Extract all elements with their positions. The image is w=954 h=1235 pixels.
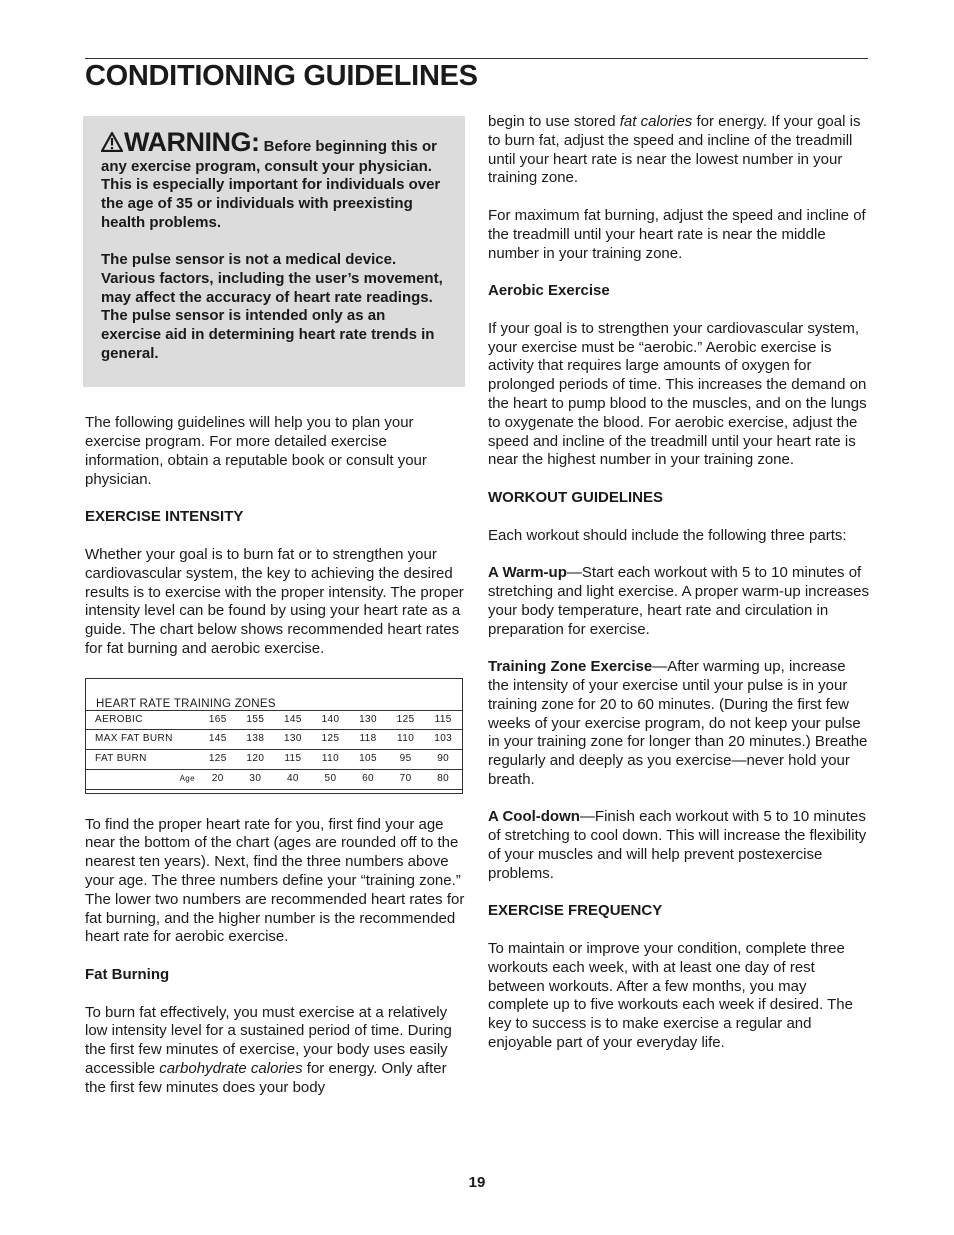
table-cell: 115 (424, 710, 462, 730)
age-cell: 20 (199, 769, 237, 789)
table-cell: 103 (424, 730, 462, 750)
find-heart-rate-paragraph: To find the proper heart rate for you, first find your age near the bottom of the chart (ages are rounded off to the nearest ten years). Next, find the three numbers above your age. The three numbers define your “training zone.” The lower two numbers are recommended heart rates for fat burning, and the higher number is the recommended heart rate for aerobic exercise. (85, 815, 465, 946)
right-column (488, 113, 870, 1072)
age-row (86, 769, 462, 789)
table-cell: 125 (312, 730, 350, 750)
exercise-frequency-heading: EXERCISE FREQUENCY (488, 902, 663, 920)
table-cell: 130 (349, 710, 387, 730)
warm-up-text: —Start each workout with 5 to 10 minutes of stretching and light exercise. A proper warm-up increases your body temperature, heart rate and circulation in preparation for exercise. (488, 564, 870, 638)
warning-heading: WARNING: (124, 127, 260, 157)
age-label: Age (86, 769, 199, 789)
warning-lead-text: Before beginning this or any exercise program, consult your physician. This is especially important for individuals over the age of 35 or individuals with preexisting health problems. (101, 138, 441, 231)
warm-up-label: A Warm-up (488, 564, 567, 582)
max-fat-burning-paragraph: For maximum fat burning, adjust the speed and incline of the treadmill until your heart rate is near the middle number in your training zone. (488, 206, 866, 262)
page-title: CONDITIONING GUIDELINES (85, 60, 478, 92)
row-label: AEROBIC (86, 710, 199, 730)
age-cell: 30 (237, 769, 275, 789)
fat-calories-term: fat calories (619, 113, 693, 130)
table-cell: 130 (274, 730, 312, 750)
warning-triangle-icon (101, 132, 123, 158)
fat-text-start: To burn fat effectively, you must exercise at a relatively low intensity level for a sustained period of time. During the first few minutes of exercise, your body uses easily accessible (85, 1003, 452, 1077)
warning-paragraph-2: The pulse sensor is not a medical device. Various factors, including the user’s movement, may affect the accuracy of heart rate readings. The pulse sensor is intended only as an exercise aid in determining heart rate trends in general. (101, 251, 443, 362)
table-cell: 115 (274, 750, 312, 770)
warning-paragraph-1 (101, 127, 447, 233)
row-label: FAT BURN (86, 750, 199, 770)
aerobic-exercise-paragraph: If your goal is to strengthen your cardiovascular system, your exercise must be “aerobic.” Aerobic exercise is activity that requires large amounts of oxygen for prolonged periods of time. This increases the demand on the heart to pump blood to the muscles, and on the lungs to oxygenate the blood. For aerobic exercise, adjust the speed and incline of the treadmill until your heart rate is near the highest number in your training zone. (488, 319, 867, 469)
table-row (86, 710, 462, 730)
fat-text-end: for energy. Only after the first few minutes does your body (85, 1059, 447, 1096)
row-label: MAX FAT BURN (86, 730, 199, 750)
fat-burning-heading: Fat Burning (85, 965, 170, 983)
warning-box (83, 116, 465, 387)
header-rule (85, 58, 868, 59)
table-cell: 120 (237, 750, 275, 770)
table-cell: 110 (312, 750, 350, 770)
intro-paragraph: The following guidelines will help you to plan your exercise program. For more detailed exercise information, obtain a reputable book or consult your physician. (85, 414, 427, 488)
table-cell: 138 (237, 730, 275, 750)
table-cell: 155 (237, 710, 275, 730)
exercise-intensity-heading: EXERCISE INTENSITY (85, 508, 244, 526)
age-cell: 70 (387, 769, 425, 789)
left-column (85, 116, 467, 1116)
training-zone-text: —After warming up, increase the intensity of your exercise until your pulse is in your training zone for 20 to 60 minutes. (During the first few weeks of your exercise program, do not keep your pulse in your training zone for longer than 20 minutes.) Breathe regularly and deeply as you exercise—never hold your breath. (488, 658, 868, 788)
table-cell: 145 (274, 710, 312, 730)
fat-burning-continued-paragraph (488, 113, 870, 188)
page-number: 19 (468, 1174, 486, 1191)
carbohydrate-calories-term: carbohydrate calories (159, 1059, 303, 1077)
heart-rate-chart (85, 678, 463, 794)
cont-text-start: begin to use stored (488, 113, 620, 130)
table-cell: 118 (349, 730, 387, 750)
workout-guidelines-heading: WORKOUT GUIDELINES (488, 488, 663, 506)
training-zone-label: Training Zone Exercise (488, 658, 653, 676)
exercise-intensity-paragraph: Whether your goal is to burn fat or to strengthen your cardiovascular system, the key to achieving the desired results is to exercise with the proper intensity. The proper intensity level can be found by using your heart rate as a guide. The chart below shows recommended heart rates for fat burning and aerobic exercise. (85, 546, 464, 657)
table-row (86, 750, 462, 770)
workout-intro-paragraph: Each workout should include the following three parts: (488, 526, 847, 544)
fat-burning-paragraph (85, 1004, 467, 1098)
warm-up-paragraph (488, 564, 870, 639)
table-cell: 140 (312, 710, 350, 730)
aerobic-exercise-heading: Aerobic Exercise (488, 282, 610, 300)
table-cell: 90 (424, 750, 462, 770)
table-cell: 125 (387, 710, 425, 730)
table-cell: 105 (349, 750, 387, 770)
age-cell: 50 (312, 769, 350, 789)
exercise-frequency-paragraph: To maintain or improve your condition, complete three workouts each week, with at least one day of rest between workouts. After a few months, you may complete up to five workouts each week if desired. The key to success is to make exercise a regular and enjoyable part of your everyday life. (488, 940, 853, 1052)
training-zone-paragraph (488, 658, 870, 790)
table-cell: 95 (387, 750, 425, 770)
cool-down-text: —Finish each workout with 5 to 10 minutes of stretching to cool down. This will increase the flexibility of your muscles and will help prevent postexercise problems. (488, 808, 867, 882)
heart-rate-table (86, 710, 462, 790)
table-row (86, 730, 462, 750)
age-cell: 60 (349, 769, 387, 789)
age-cell: 40 (274, 769, 312, 789)
table-cell: 125 (199, 750, 237, 770)
chart-title: HEART RATE TRAINING ZONES (96, 697, 276, 710)
table-cell: 145 (199, 730, 237, 750)
cont-text-end: for energy. If your goal is to burn fat, adjust the speed and incline of the treadmill until your heart rate is near the lowest number in your training zone. (488, 113, 861, 187)
age-cell: 80 (424, 769, 462, 789)
table-cell: 110 (387, 730, 425, 750)
cool-down-label: A Cool-down (488, 808, 580, 826)
cool-down-paragraph (488, 808, 870, 883)
table-cell: 165 (199, 710, 237, 730)
